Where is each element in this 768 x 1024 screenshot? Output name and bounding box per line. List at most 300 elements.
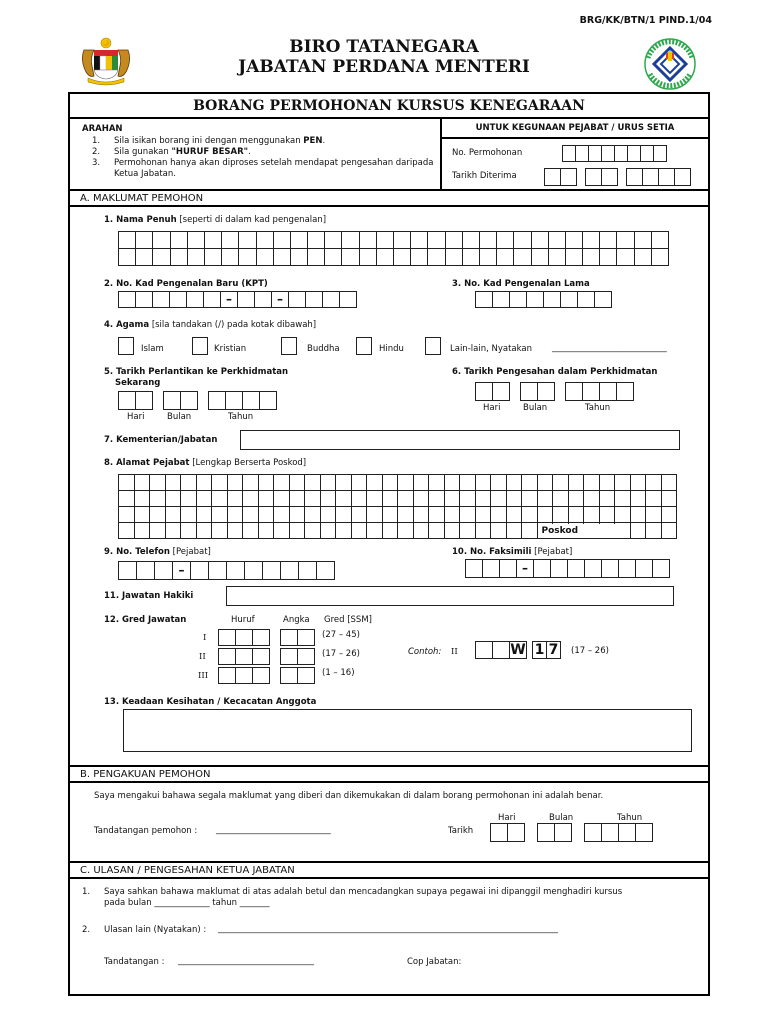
grid-cell[interactable] — [583, 232, 600, 249]
grid-cell[interactable] — [398, 523, 414, 539]
grid-cell[interactable] — [166, 491, 182, 507]
char-box[interactable] — [465, 559, 483, 578]
grid-cell[interactable] — [171, 232, 188, 249]
grid-cell[interactable] — [377, 249, 394, 266]
char-box[interactable] — [584, 559, 602, 578]
grid-cell[interactable] — [491, 507, 507, 523]
date-digit-box[interactable] — [242, 391, 260, 410]
grid-cell[interactable] — [228, 475, 244, 491]
char-box[interactable] — [550, 559, 568, 578]
grid-cell[interactable] — [212, 475, 228, 491]
grid-cell[interactable] — [166, 523, 182, 539]
grid-cell[interactable] — [445, 475, 461, 491]
grid-cell[interactable] — [615, 475, 631, 491]
grid-cell[interactable] — [514, 249, 531, 266]
grid-cell[interactable] — [181, 491, 197, 507]
grid-cell[interactable] — [463, 249, 480, 266]
grid-cell[interactable] — [411, 232, 428, 249]
grid-cell[interactable] — [460, 475, 476, 491]
char-box[interactable] — [601, 145, 615, 162]
grid-cell[interactable] — [257, 249, 274, 266]
grid-cell[interactable] — [305, 475, 321, 491]
grid-cell[interactable] — [662, 475, 678, 491]
grid-cell[interactable] — [476, 523, 492, 539]
char-box[interactable] — [653, 145, 667, 162]
dash-box[interactable]: – — [516, 559, 534, 578]
char-box[interactable] — [118, 561, 137, 580]
grid-cell[interactable] — [476, 475, 492, 491]
grid-cell[interactable] — [135, 475, 151, 491]
date-digit-box[interactable] — [599, 382, 617, 401]
grid-cell[interactable] — [150, 491, 166, 507]
grid-cell[interactable] — [135, 507, 151, 523]
grid-cell[interactable] — [652, 249, 669, 266]
dash-box[interactable]: – — [172, 561, 191, 580]
grid-cell[interactable] — [291, 249, 308, 266]
grid-cell[interactable] — [135, 491, 151, 507]
grid-cell[interactable] — [222, 249, 239, 266]
grid-cell[interactable] — [336, 507, 352, 523]
char-box[interactable] — [252, 648, 270, 665]
date-digit-box[interactable] — [208, 391, 226, 410]
char-box[interactable] — [235, 629, 253, 646]
char-box[interactable] — [627, 145, 641, 162]
grid-cell[interactable] — [497, 232, 514, 249]
char-box[interactable] — [203, 291, 221, 308]
grid-cell[interactable] — [308, 249, 325, 266]
grid-cell[interactable] — [336, 491, 352, 507]
grid-cell[interactable] — [522, 523, 538, 539]
char-box[interactable] — [218, 629, 236, 646]
char-box[interactable] — [482, 559, 500, 578]
grid-cell[interactable] — [646, 491, 662, 507]
grid-cell[interactable] — [635, 249, 652, 266]
ministry-field[interactable] — [240, 430, 680, 450]
date-digit-box[interactable] — [507, 823, 525, 842]
grid-cell[interactable] — [522, 475, 538, 491]
grid-cell[interactable] — [429, 507, 445, 523]
grid-cell[interactable] — [566, 249, 583, 266]
grid-cell[interactable] — [414, 491, 430, 507]
date-digit-box[interactable] — [544, 168, 561, 186]
full-name-grid[interactable] — [118, 231, 669, 266]
head-signature-line[interactable]: ________________________________ — [178, 956, 314, 966]
grid-cell[interactable] — [181, 507, 197, 523]
grid-cell[interactable] — [243, 491, 259, 507]
char-box[interactable] — [618, 559, 636, 578]
grid-cell[interactable] — [600, 507, 616, 523]
grid-cell[interactable] — [150, 523, 166, 539]
grid-cell[interactable] — [257, 232, 274, 249]
char-box[interactable] — [252, 667, 270, 684]
grid-cell[interactable] — [153, 232, 170, 249]
grid-cell[interactable] — [119, 507, 135, 523]
date-digit-box[interactable] — [560, 168, 577, 186]
grid-cell[interactable] — [119, 232, 136, 249]
grid-cell[interactable] — [321, 507, 337, 523]
grid-cell[interactable] — [274, 232, 291, 249]
grid-cell[interactable] — [383, 491, 399, 507]
grid-cell[interactable] — [414, 475, 430, 491]
grid-cell[interactable] — [615, 507, 631, 523]
grid-cell[interactable] — [394, 249, 411, 266]
grid-cell[interactable] — [360, 232, 377, 249]
grid-cell[interactable] — [491, 523, 507, 539]
date-digit-box[interactable] — [626, 168, 643, 186]
date-digit-box[interactable] — [601, 168, 618, 186]
grid-cell[interactable] — [514, 232, 531, 249]
dash-box[interactable]: – — [271, 291, 289, 308]
char-box[interactable] — [152, 291, 170, 308]
grid-cell[interactable] — [600, 249, 617, 266]
applicant-signature-line[interactable]: ___________________________ — [216, 825, 331, 835]
grid-cell[interactable] — [305, 491, 321, 507]
grid-cell[interactable] — [153, 249, 170, 266]
grid-cell[interactable] — [631, 491, 647, 507]
grid-cell[interactable] — [259, 507, 275, 523]
date-digit-box[interactable] — [601, 823, 619, 842]
grid-cell[interactable] — [507, 491, 523, 507]
grid-cell[interactable] — [197, 507, 213, 523]
date-digit-box[interactable] — [565, 382, 583, 401]
grid-cell[interactable] — [584, 491, 600, 507]
date-digit-box[interactable] — [537, 823, 555, 842]
char-box[interactable] — [280, 561, 299, 580]
grid-cell[interactable] — [631, 475, 647, 491]
grid-cell[interactable] — [480, 232, 497, 249]
date-digit-box[interactable] — [475, 382, 493, 401]
grid-cell[interactable] — [414, 507, 430, 523]
date-digit-box[interactable] — [642, 168, 659, 186]
grid-cell[interactable] — [549, 249, 566, 266]
grid-cell[interactable] — [617, 249, 634, 266]
grid-cell[interactable] — [228, 523, 244, 539]
grid-cell[interactable] — [352, 523, 368, 539]
grid-cell[interactable] — [646, 507, 662, 523]
char-box[interactable] — [588, 145, 602, 162]
grid-cell[interactable] — [507, 523, 523, 539]
char-box[interactable] — [305, 291, 323, 308]
char-box[interactable] — [499, 559, 517, 578]
new-ic-boxes[interactable] — [118, 291, 357, 308]
grid-cell[interactable] — [336, 523, 352, 539]
grid-cell[interactable] — [205, 232, 222, 249]
grid-cell[interactable] — [181, 523, 197, 539]
grid-cell[interactable] — [538, 491, 554, 507]
char-box[interactable] — [235, 648, 253, 665]
application-no-boxes[interactable] — [562, 145, 667, 162]
grid-cell[interactable] — [188, 249, 205, 266]
health-field[interactable] — [123, 709, 692, 752]
grid-cell[interactable] — [476, 507, 492, 523]
char-box[interactable] — [562, 145, 576, 162]
grid-cell[interactable] — [569, 507, 585, 523]
grid-cell[interactable] — [367, 523, 383, 539]
char-box[interactable] — [280, 667, 298, 684]
religion-checkbox-islam[interactable] — [118, 337, 134, 355]
old-ic-boxes[interactable] — [475, 291, 612, 308]
grid-cell[interactable] — [553, 491, 569, 507]
grid-cell[interactable] — [308, 232, 325, 249]
grid-cell[interactable] — [445, 523, 461, 539]
char-box[interactable] — [252, 629, 270, 646]
grid-cell[interactable] — [569, 475, 585, 491]
char-box[interactable] — [322, 291, 340, 308]
char-box[interactable] — [339, 291, 357, 308]
grid-cell[interactable] — [197, 523, 213, 539]
religion-checkbox-other[interactable] — [425, 337, 441, 355]
date-digit-box[interactable] — [618, 823, 636, 842]
grid-cell[interactable] — [615, 491, 631, 507]
grid-cell[interactable] — [367, 491, 383, 507]
grid-cell[interactable] — [243, 523, 259, 539]
grid-cell[interactable] — [600, 232, 617, 249]
substantive-post-field[interactable] — [226, 586, 674, 606]
grid-cell[interactable] — [617, 232, 634, 249]
grid-cell[interactable] — [305, 507, 321, 523]
grid-cell[interactable] — [662, 523, 678, 539]
char-box[interactable] — [543, 291, 561, 308]
grid-cell[interactable] — [197, 475, 213, 491]
grid-cell[interactable] — [429, 523, 445, 539]
grid-cell[interactable] — [212, 523, 228, 539]
grid-cell[interactable] — [119, 491, 135, 507]
grid-cell[interactable] — [259, 523, 275, 539]
grid-cell[interactable] — [352, 475, 368, 491]
grid-cell[interactable] — [325, 232, 342, 249]
grid-cell[interactable] — [538, 475, 554, 491]
char-box[interactable] — [614, 145, 628, 162]
char-box[interactable] — [218, 667, 236, 684]
grid-cell[interactable] — [119, 523, 135, 539]
date-digit-box[interactable] — [635, 823, 653, 842]
grid-cell[interactable] — [291, 232, 308, 249]
date-digit-box[interactable] — [135, 391, 153, 410]
grid-cell[interactable] — [549, 232, 566, 249]
grid-cell[interactable] — [428, 249, 445, 266]
char-box[interactable] — [254, 291, 272, 308]
grid-cell[interactable] — [290, 523, 306, 539]
grid-cell[interactable] — [398, 491, 414, 507]
grid-cell[interactable] — [652, 232, 669, 249]
grid-cell[interactable] — [428, 232, 445, 249]
grid-cell[interactable] — [197, 491, 213, 507]
char-box[interactable] — [298, 561, 317, 580]
grid-cell[interactable] — [398, 507, 414, 523]
char-box[interactable] — [635, 559, 653, 578]
grid-cell[interactable] — [274, 475, 290, 491]
grid-cell[interactable] — [460, 523, 476, 539]
grid-cell[interactable] — [342, 232, 359, 249]
grid-cell[interactable] — [342, 249, 359, 266]
grade-letter-boxes[interactable] — [218, 667, 270, 684]
char-box[interactable] — [567, 559, 585, 578]
grid-cell[interactable] — [615, 523, 631, 539]
grid-cell[interactable] — [445, 507, 461, 523]
religion-other-line[interactable]: ___________________________ — [552, 343, 667, 353]
char-box[interactable] — [154, 561, 173, 580]
grade-number-boxes[interactable] — [280, 667, 315, 684]
grid-cell[interactable] — [480, 249, 497, 266]
grid-cell[interactable] — [383, 507, 399, 523]
grid-cell[interactable] — [136, 232, 153, 249]
grid-cell[interactable] — [631, 523, 647, 539]
grid-cell[interactable] — [188, 232, 205, 249]
char-box[interactable] — [135, 291, 153, 308]
char-box[interactable] — [262, 561, 281, 580]
grade-number-boxes[interactable] — [280, 648, 315, 665]
grid-cell[interactable] — [662, 507, 678, 523]
grade-letter-boxes[interactable] — [218, 648, 270, 665]
grid-cell[interactable] — [522, 491, 538, 507]
grid-cell[interactable] — [646, 475, 662, 491]
grid-cell[interactable] — [538, 507, 554, 523]
fax-boxes[interactable] — [465, 559, 670, 578]
grid-cell[interactable] — [205, 249, 222, 266]
char-box[interactable] — [575, 145, 589, 162]
grid-cell[interactable] — [476, 491, 492, 507]
grid-cell[interactable] — [360, 249, 377, 266]
grid-cell[interactable] — [429, 475, 445, 491]
grid-cell[interactable] — [569, 491, 585, 507]
grid-cell[interactable] — [274, 491, 290, 507]
char-box[interactable] — [280, 648, 298, 665]
char-box[interactable] — [594, 291, 612, 308]
date-digit-box[interactable] — [180, 391, 198, 410]
grid-cell[interactable] — [321, 475, 337, 491]
grid-cell[interactable] — [532, 232, 549, 249]
char-box[interactable] — [526, 291, 544, 308]
grid-cell[interactable] — [150, 507, 166, 523]
char-box[interactable] — [288, 291, 306, 308]
grid-cell[interactable] — [411, 249, 428, 266]
grid-cell[interactable] — [239, 232, 256, 249]
grid-cell[interactable] — [166, 507, 182, 523]
date-digit-box[interactable] — [584, 823, 602, 842]
grid-cell[interactable] — [290, 507, 306, 523]
grid-cell[interactable] — [367, 507, 383, 523]
grid-cell[interactable] — [119, 475, 135, 491]
grid-cell[interactable] — [228, 507, 244, 523]
char-box[interactable] — [218, 648, 236, 665]
char-box[interactable] — [492, 291, 510, 308]
grid-cell[interactable] — [135, 523, 151, 539]
grid-cell[interactable] — [507, 475, 523, 491]
grid-cell[interactable] — [646, 523, 662, 539]
grid-cell[interactable] — [463, 232, 480, 249]
grid-cell[interactable] — [429, 491, 445, 507]
grid-cell[interactable] — [553, 475, 569, 491]
grid-cell[interactable] — [352, 491, 368, 507]
grid-cell[interactable] — [367, 475, 383, 491]
grid-cell[interactable] — [584, 507, 600, 523]
char-box[interactable] — [280, 629, 298, 646]
date-digit-box[interactable] — [554, 823, 572, 842]
grid-cell[interactable] — [166, 475, 182, 491]
grid-cell[interactable] — [228, 491, 244, 507]
grid-cell[interactable] — [290, 491, 306, 507]
char-box[interactable] — [297, 629, 315, 646]
grid-cell[interactable] — [171, 249, 188, 266]
other-comments-line[interactable]: ________________________________________________________________________________ — [218, 924, 558, 934]
grid-cell[interactable] — [445, 491, 461, 507]
grid-cell[interactable] — [522, 507, 538, 523]
telephone-boxes[interactable] — [118, 561, 335, 580]
religion-checkbox-hindu[interactable] — [356, 337, 372, 355]
grid-cell[interactable] — [243, 475, 259, 491]
char-box[interactable] — [237, 291, 255, 308]
office-address-grid[interactable] — [118, 474, 677, 539]
grid-cell[interactable] — [325, 249, 342, 266]
grid-cell[interactable] — [662, 491, 678, 507]
grid-cell[interactable] — [497, 249, 514, 266]
date-digit-box[interactable] — [492, 382, 510, 401]
char-box[interactable] — [118, 291, 136, 308]
grid-cell[interactable] — [532, 249, 549, 266]
grid-cell[interactable] — [119, 249, 136, 266]
grid-cell[interactable] — [274, 507, 290, 523]
grid-cell[interactable] — [446, 249, 463, 266]
date-digit-box[interactable] — [163, 391, 181, 410]
char-box[interactable] — [297, 667, 315, 684]
char-box[interactable] — [316, 561, 335, 580]
grid-cell[interactable] — [212, 507, 228, 523]
grid-cell[interactable] — [243, 507, 259, 523]
grid-cell[interactable] — [136, 249, 153, 266]
religion-checkbox-buddha[interactable] — [281, 337, 297, 355]
date-digit-box[interactable] — [118, 391, 136, 410]
date-digit-box[interactable] — [658, 168, 675, 186]
char-box[interactable] — [169, 291, 187, 308]
grid-cell[interactable] — [446, 232, 463, 249]
date-digit-box[interactable] — [616, 382, 634, 401]
grid-cell[interactable] — [383, 523, 399, 539]
grid-cell[interactable] — [181, 475, 197, 491]
char-box[interactable] — [208, 561, 227, 580]
grid-cell[interactable] — [321, 523, 337, 539]
date-digit-box[interactable] — [225, 391, 243, 410]
grid-cell[interactable] — [274, 249, 291, 266]
grid-cell[interactable] — [394, 232, 411, 249]
grid-cell[interactable] — [290, 475, 306, 491]
grid-cell[interactable] — [222, 232, 239, 249]
char-box[interactable] — [577, 291, 595, 308]
grid-cell[interactable] — [491, 491, 507, 507]
grid-cell[interactable] — [259, 475, 275, 491]
grid-cell[interactable] — [460, 491, 476, 507]
date-digit-box[interactable] — [585, 168, 602, 186]
char-box[interactable] — [244, 561, 263, 580]
grid-cell[interactable] — [583, 249, 600, 266]
grid-cell[interactable] — [635, 232, 652, 249]
date-digit-box[interactable] — [582, 382, 600, 401]
dash-box[interactable]: – — [220, 291, 238, 308]
grid-cell[interactable] — [259, 491, 275, 507]
char-box[interactable] — [533, 559, 551, 578]
char-box[interactable] — [475, 291, 493, 308]
grid-cell[interactable] — [321, 491, 337, 507]
grid-cell[interactable] — [383, 475, 399, 491]
char-box[interactable] — [226, 561, 245, 580]
grade-letter-boxes[interactable] — [218, 629, 270, 646]
date-digit-box[interactable] — [520, 382, 538, 401]
grade-number-boxes[interactable] — [280, 629, 315, 646]
char-box[interactable] — [136, 561, 155, 580]
char-box[interactable] — [560, 291, 578, 308]
grid-cell[interactable] — [274, 523, 290, 539]
religion-checkbox-kristian[interactable] — [192, 337, 208, 355]
char-box[interactable] — [297, 648, 315, 665]
